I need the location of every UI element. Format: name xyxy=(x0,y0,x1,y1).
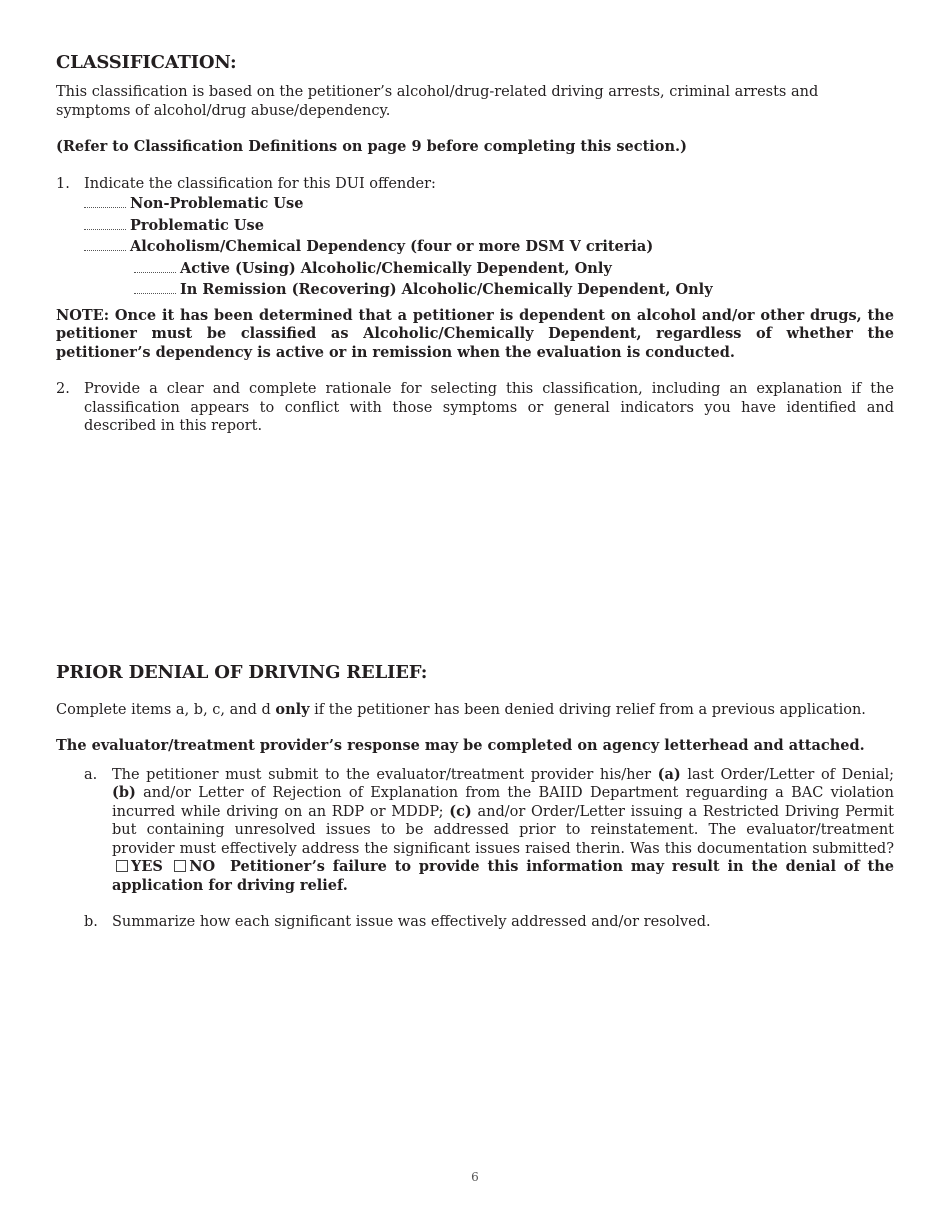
no-label: NO xyxy=(189,858,216,875)
option-label: In Remission (Recovering) Alcoholic/Chemically Dependent, Only xyxy=(180,281,713,298)
item-b xyxy=(84,913,894,932)
item-2 xyxy=(56,380,894,436)
option-blank[interactable] xyxy=(84,238,126,251)
prior-denial-intro xyxy=(56,701,894,720)
page xyxy=(56,50,894,1132)
item-a-label-b: (b) xyxy=(112,784,136,801)
option-label: Alcoholism/Chemical Dependency (four or more DSM V criteria) xyxy=(130,238,654,255)
rationale-answer-area[interactable] xyxy=(56,436,894,662)
yes-checkbox[interactable] xyxy=(116,860,128,872)
item-a-part: and/or Letter of Rejection of Explanation from the BAIID Department reguarding a BAC violation incurred while driving on an RDP or MDDP; xyxy=(112,785,894,820)
prior-denial-title: PRIOR DENIAL OF DRIVING RELIEF: xyxy=(56,661,428,683)
item-1 xyxy=(56,175,894,301)
item-2-text: Provide a clear and complete rationale for selecting this classification, including an explanation if the classification appears to conflict with those symptoms or general indicators you have identified and described in this report. xyxy=(84,381,894,434)
intro-only: only xyxy=(275,700,310,718)
item-a-letter: a. xyxy=(84,766,98,783)
item-1-text: Indicate the classification for this DUI offender: xyxy=(84,175,436,192)
sub-option-active[interactable] xyxy=(84,258,894,280)
item-a-part: and/or Order/Letter issuing a Restricted Driving Permit but containing unresolved issues to be addressed prior to reinstatement. The evaluator/treatment provider must effectively address the significant issues raised therin. Was this documentation submitted? xyxy=(112,803,894,857)
item-b-letter: b. xyxy=(84,914,98,930)
item-a-part: The petitioner must submit to the evaluator/treatment provider his/her xyxy=(112,766,658,783)
sub-option-remission[interactable] xyxy=(84,279,894,301)
item-a-part: last Order/Letter of Denial; xyxy=(680,766,894,783)
classification-title: CLASSIFICATION: xyxy=(56,52,237,73)
refer-note: (Refer to Classification Definitions on page 9 before completing this section.) xyxy=(56,138,687,155)
option-label: Non-Problematic Use xyxy=(130,195,304,212)
no-checkbox[interactable] xyxy=(174,860,186,872)
item-b-text: Summarize how each significant issue was effectively addressed and/or resolved. xyxy=(112,914,711,930)
item-1-number: 1. xyxy=(56,175,70,192)
item-a-label-c: (c) xyxy=(449,802,472,820)
intro-text-end: if the petitioner has been denied driving relief from a previous application. xyxy=(309,701,866,718)
option-blank[interactable] xyxy=(134,260,176,273)
yes-label: YES xyxy=(131,858,163,875)
letterhead-note: The evaluator/treatment provider’s response may be completed on agency letterhead and attached. xyxy=(56,737,865,754)
option-problematic[interactable] xyxy=(84,215,894,237)
item-a xyxy=(84,766,894,896)
option-label: Active (Using) Alcoholic/Chemically Dependent, Only xyxy=(180,259,612,277)
item-a-label-a: (a) xyxy=(657,765,681,783)
option-non-problematic[interactable] xyxy=(84,193,894,215)
failure-warning: Petitioner’s failure to provide this information may result in the denial of the application for driving relief. xyxy=(112,858,895,894)
option-blank[interactable] xyxy=(134,281,176,294)
option-label: Problematic Use xyxy=(130,216,264,234)
option-blank[interactable] xyxy=(84,195,126,208)
classification-intro: This classification is based on the petitioner’s alcohol/drug-related driving arrests, criminal arrests and symptoms of alcohol/drug abuse/dependency. xyxy=(56,84,819,119)
option-blank[interactable] xyxy=(84,217,126,230)
intro-text: Complete items a, b, c, and d xyxy=(56,701,276,718)
item-a-text xyxy=(112,766,894,896)
classification-note: NOTE: Once it has been determined that a petitioner is dependent on alcohol and/or other drugs, the petitioner must be classified as Alcoholic/Chemically Dependent, regardless of whether the petitioner’s dependency is active or in remission when the evaluation is conducted. xyxy=(56,306,894,361)
option-dependency[interactable] xyxy=(84,236,894,258)
page-number: 6 xyxy=(471,1170,479,1184)
summary-answer-area[interactable] xyxy=(56,932,894,1132)
item-2-number: 2. xyxy=(56,381,70,397)
